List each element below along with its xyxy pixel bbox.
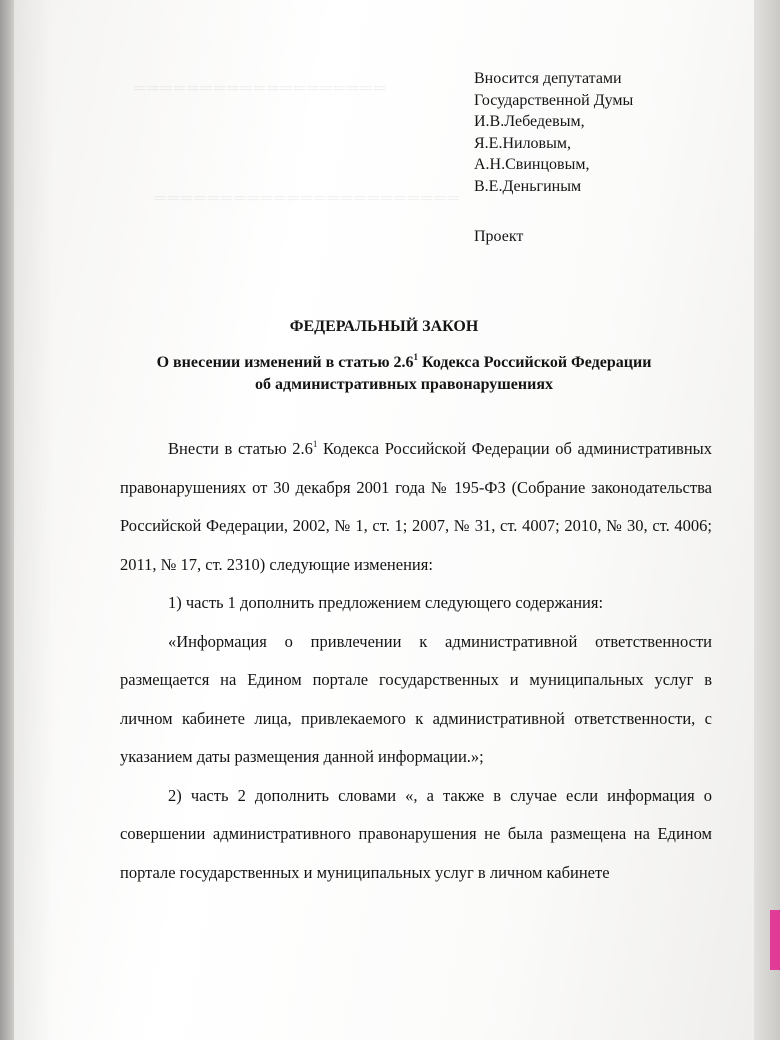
submitter-line: Государственной Думы	[474, 91, 634, 109]
desk-background	[752, 0, 780, 1040]
submitter-line: В.Е.Деньгиным	[474, 177, 582, 195]
paragraph-item-2: 2) часть 2 дополнить словами «, а также в случае если информация о совершении административного правонарушения не была размещена на Едином портале государственных и муниципальных услуг в личном кабинете	[120, 785, 712, 882]
document-page	[14, 0, 754, 1040]
law-title: ФЕДЕРАЛЬНЫЙ ЗАКОН	[289, 318, 479, 335]
show-through-text: ═══════════════════════	[154, 190, 461, 207]
submitter-line: Вносится депутатами	[474, 70, 622, 87]
law-subject-line-1: О внесении изменений в статью $2.6^1$ Кодекса Российской Федерации	[156, 352, 652, 371]
law-subject	[124, 352, 684, 396]
submitter-line: И.В.Лебедевым,	[474, 113, 585, 130]
paragraph-item-1: 1) часть 1 дополнить предложением следующего содержания:	[168, 593, 604, 612]
paragraph-quote-1: «Информация о привлечении к административной ответственности размещается на Едином портале государственных и муниципальных услуг в личном кабинете лица, привлекаемого к административной ответственности, с указанием даты размещения данной информации.»;	[120, 631, 712, 766]
pink-marker-tab	[770, 910, 780, 970]
submitter-line: Я.Е.Ниловым,	[474, 134, 571, 152]
law-body	[120, 430, 712, 892]
binder-edge	[0, 0, 14, 1040]
project-label: Проект	[474, 228, 524, 245]
law-subject-line-2: об административных правонарушениях	[255, 376, 553, 393]
submitter-line: А.Н.Свинцовым,	[474, 156, 590, 173]
submitter-block	[474, 68, 633, 197]
paragraph-intro: Внести в статью $2.6^1$ Кодекса Российской Федерации об административных правонарушениях от 30 декабря 2001 года № 195-ФЗ (Собрание законодательства Российской Федерации, 2002, № 1, ст. 1; 2007, № 31, ст. 4007; 2010, № 30, ст. 4006; 2011, № 17, ст. 2310) следующие изменения:	[120, 439, 713, 574]
show-through-text: ═══════════════════	[134, 80, 388, 97]
